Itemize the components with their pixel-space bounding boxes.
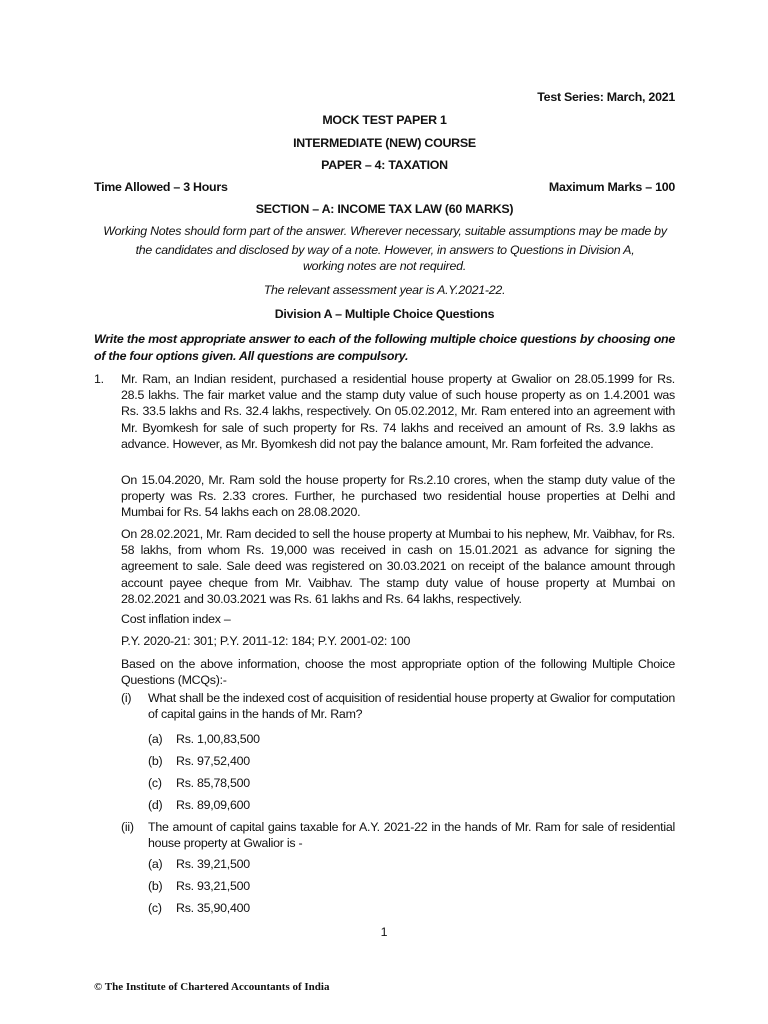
division-title: Division A – Multiple Choice Questions	[274, 307, 495, 321]
page-number: 1	[380, 925, 388, 939]
maximum-marks: Maximum Marks – 100	[548, 180, 675, 194]
question-paragraph-3: On 28.02.2021, Mr. Ram decided to sell the house property at Mumbai to his nephew, Mr. Vaibhav, for Rs. 58 lakhs, from whom Rs. 19,000 was received in cash on 15.01.2021 as advance for signing the agreement to sale. Sale deed was registered on 30.03.2021 on receipt of the balance amount through account payee cheque from Mr. Vaibhav. The stamp duty value of house property at Mumbai on 28.02.2021 and 30.03.2021 was Rs. 61 lakhs and Rs. 64 lakhs, respectively.	[121, 527, 675, 606]
option-value: Rs. 39,21,500	[176, 857, 250, 871]
assessment-year-note: The relevant assessment year is A.Y.2021-22.	[263, 283, 506, 297]
option-value: Rs. 97,52,400	[176, 754, 250, 768]
option-label: (b)	[148, 754, 163, 768]
option-value: Rs. 85,78,500	[176, 776, 250, 790]
working-notes-line-2: the candidates and disclosed by way of a note. However, in answers to Questions in Division A,	[135, 243, 635, 257]
paper-title: MOCK TEST PAPER 1	[322, 113, 447, 127]
test-series-label: Test Series: March, 2021	[537, 90, 675, 104]
paper-subject: PAPER – 4: TAXATION	[321, 158, 448, 172]
cost-inflation-index-label: Cost inflation index –	[121, 612, 231, 626]
option-value: Rs. 89,09,600	[176, 798, 250, 812]
sub-question-ii-number: (ii)	[121, 820, 134, 834]
course-title: INTERMEDIATE (NEW) COURSE	[293, 136, 476, 150]
mcq-prompt: Based on the above information, choose the most appropriate option of the following Multiple Choice Questions (MCQs):-	[121, 657, 675, 688]
copyright-notice: © The Institute of Chartered Accountants of India	[94, 981, 330, 993]
option-value: Rs. 93,21,500	[176, 879, 250, 893]
working-notes-line-3: working notes are not required.	[302, 259, 467, 273]
question-number: 1.	[94, 372, 104, 386]
option-label: (b)	[148, 879, 163, 893]
option-value: Rs. 35,90,400	[176, 901, 250, 915]
sub-question-i-number: (i)	[121, 691, 132, 705]
cost-inflation-index-values: P.Y. 2020-21: 301; P.Y. 2011-12: 184; P.Y. 2001-02: 100	[121, 634, 411, 648]
working-notes-line-1: Working Notes should form part of the answer. Wherever necessary, suitable assumptions may be made by	[103, 224, 667, 238]
time-allowed: Time Allowed – 3 Hours	[94, 180, 228, 194]
section-title: SECTION – A: INCOME TAX LAW (60 MARKS)	[255, 202, 514, 216]
option-label: (a)	[148, 857, 163, 871]
option-label: (c)	[148, 901, 162, 915]
division-instruction: Write the most appropriate answer to each of the following multiple choice questions by choosing one of the four options given. All questions are compulsory.	[94, 332, 675, 363]
option-label: (c)	[148, 776, 162, 790]
question-paragraph-1: Mr. Ram, an Indian resident, purchased a residential house property at Gwalior on 28.05.1999 for Rs. 28.5 lakhs. The fair market value and the stamp duty value of such house property as on 1.4.2001 was Rs. 33.5 lakhs and Rs. 32.4 lakhs, respectively. On 05.02.2012, Mr. Ram entered into an agreement with Mr. Byomkesh for sale of such property for Rs. 74 lakhs and received an amount of Rs. 3.9 lakhs as advance. However, as Mr. Byomkesh did not pay the balance amount, Mr. Ram forfeited the advance.	[121, 372, 675, 451]
option-value: Rs. 1,00,83,500	[176, 732, 260, 746]
sub-question-ii-text: The amount of capital gains taxable for A.Y. 2021-22 in the hands of Mr. Ram for sale of residential house property at Gwalior is -	[148, 820, 675, 851]
sub-question-i-text: What shall be the indexed cost of acquisition of residential house property at Gwalior for computation of capital gains in the hands of Mr. Ram?	[148, 691, 675, 722]
option-label: (a)	[148, 732, 163, 746]
option-label: (d)	[148, 798, 163, 812]
question-paragraph-2: On 15.04.2020, Mr. Ram sold the house property for Rs.2.10 crores, when the stamp duty value of the property was Rs. 2.33 crores. Further, he purchased two residential house properties at Delhi and Mumbai for Rs. 54 lakhs each on 28.08.2020.	[121, 473, 675, 520]
